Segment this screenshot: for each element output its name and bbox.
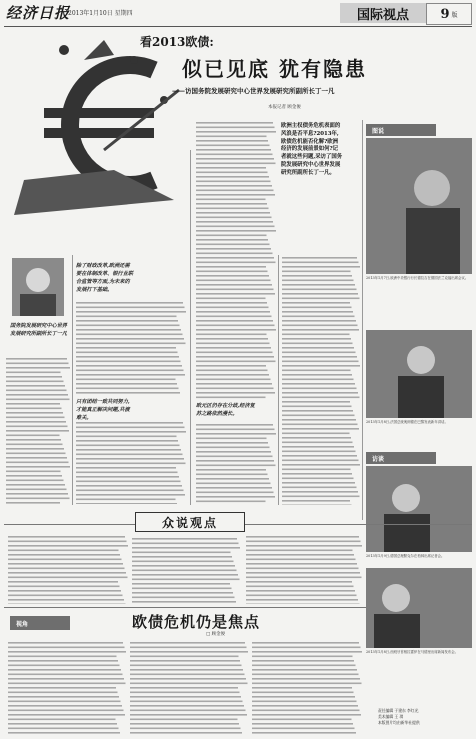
page-number-box <box>426 3 472 25</box>
photo-tag-tushuo: 图说 <box>366 124 436 136</box>
photo-tag-fangtan: 访谈 <box>366 452 436 464</box>
body-text-block <box>196 120 276 400</box>
portrait-silhouette-icon <box>366 138 472 274</box>
column-divider <box>362 120 363 520</box>
column-divider <box>278 255 279 505</box>
pull-quote-2: 只有团结一致共同努力,才能真正解决问题,共渡难关。 <box>76 399 130 421</box>
draghi-photo <box>366 138 472 274</box>
body-text-block <box>196 422 276 504</box>
bottom-headline: 欧债危机仍是焦点 <box>132 613 261 631</box>
body-text-block <box>252 640 362 735</box>
portrait-silhouette-icon <box>366 330 472 418</box>
dateline: 2013年1月10日 星期四 <box>68 10 133 17</box>
page-unit: 版 <box>451 11 458 19</box>
portrait-caption: 国务院发展研究中心世界发展研究所副所长丁一凡 <box>10 323 68 337</box>
column-divider <box>190 150 191 505</box>
byline: 本报记者 顾金俊 <box>268 105 301 110</box>
kicker: 看2013欧债: <box>140 35 214 49</box>
body-text-block <box>8 640 126 735</box>
photo-credit-line: 本版图片均由新华社提供 <box>378 720 420 725</box>
lead-paragraph: 欧洲主权债务危机表面的风浪是否平息?2013年,欧债危机能否化解?欧洲经济的发展前景如何?记者就这些问题,采访了国务院发展研究中心世界发展研究所副所长丁一凡。 <box>281 123 343 176</box>
body-text-block <box>6 356 70 504</box>
photo-caption-3: 2013年1月9日,德国总理默克尔在柏林出席记者会。 <box>366 554 445 558</box>
opinions-panel-title: 众说观点 <box>135 512 245 532</box>
photo-caption-4: 2013年1月8日,西班牙首相拉霍伊在马德里出席新闻发布会。 <box>366 650 459 654</box>
masthead: 经济日报 <box>6 4 71 22</box>
column-divider <box>72 255 73 505</box>
hollande-photo <box>366 330 472 418</box>
page-number: 9 <box>440 6 450 22</box>
section-title: 国际视点 <box>340 3 426 23</box>
body-text-block <box>130 640 248 735</box>
editor-credits <box>378 708 472 726</box>
euro-crisis-cartoon <box>4 30 184 230</box>
designer-line: 美术编辑 王 琪 <box>378 714 404 719</box>
body-text-block <box>282 255 360 505</box>
pull-quote-1: 除了财政改革,欧洲还需要在体制改革、银行业联合监管等方面,为未来的发展打下基础。 <box>76 263 134 293</box>
body-text-block <box>246 534 362 604</box>
header-rule <box>4 26 472 27</box>
body-text-block <box>8 534 128 604</box>
photo-caption-2: 2013年1月8日,法国总统奥朗德在巴黎发表新年讲话。 <box>366 420 448 424</box>
body-text-block <box>76 420 186 504</box>
editors-line: 责任编辑 于建东 李红光 <box>378 708 419 713</box>
photo-tag-shijiao: 视角 <box>10 616 70 630</box>
photo-caption-1: 2013年1月7日,欧洲中央银行行长德拉吉在德国法兰克福出席会议。 <box>366 276 469 280</box>
body-text-block <box>76 300 186 396</box>
subheadline: ——访国务院发展研究中心世界发展研究所副所长丁一凡 <box>172 87 335 95</box>
body-text-block <box>132 536 240 604</box>
rajoy-photo <box>366 568 472 648</box>
headline: 似已见底 犹有隐患 <box>182 57 367 81</box>
portrait-silhouette-icon <box>366 568 472 648</box>
bottom-byline: □ 顾金俊 <box>206 632 226 637</box>
interviewee-portrait <box>12 258 64 316</box>
person-icon <box>12 258 64 316</box>
pull-quote-3: 欧元区仍存在分歧,经济复苏之路依然漫长。 <box>196 403 255 417</box>
